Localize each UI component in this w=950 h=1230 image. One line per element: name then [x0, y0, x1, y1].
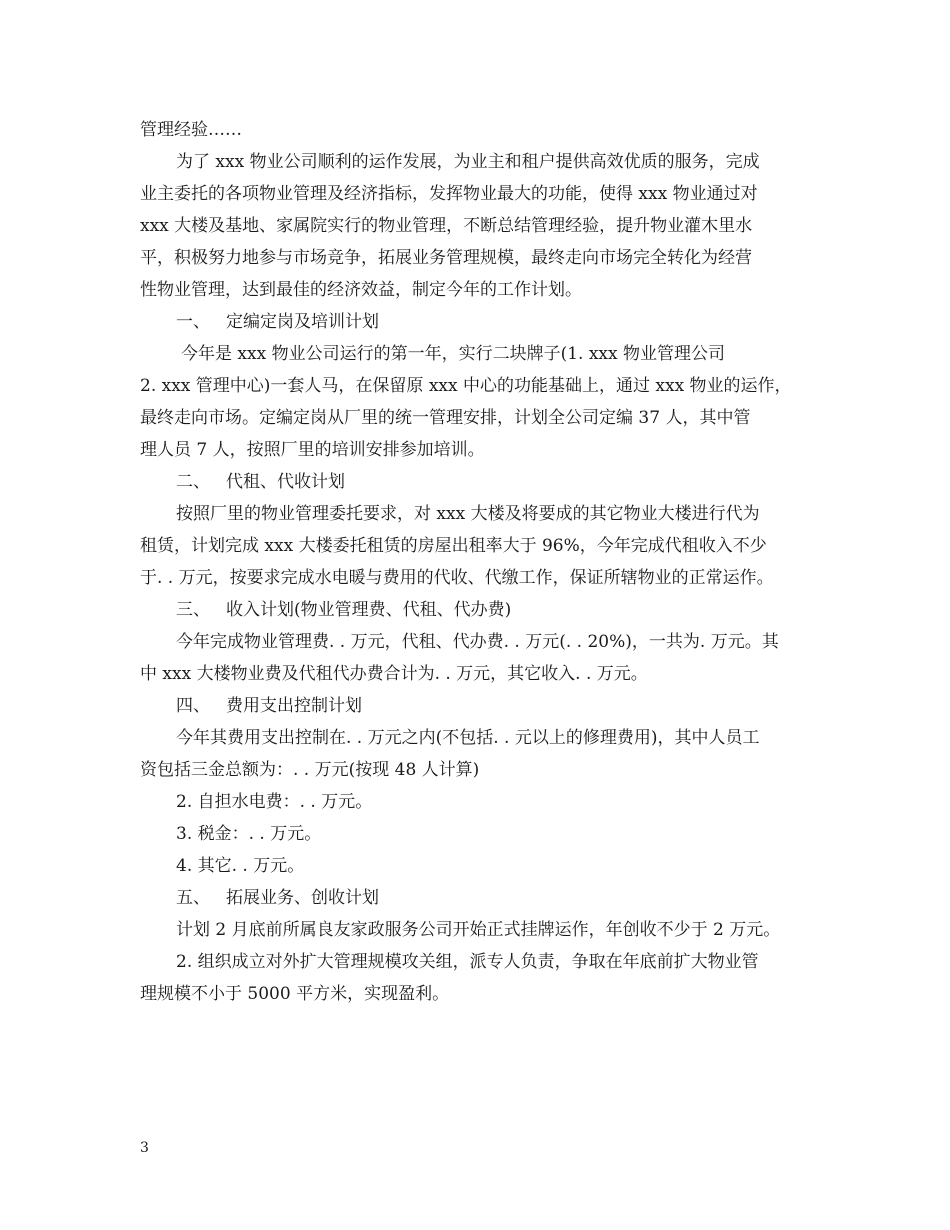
- paragraph-line: 管理经验……: [140, 120, 242, 140]
- paragraph-line: 业主委托的各项物业管理及经济指标，发挥物业最大的功能，使得 xxx 物业通过对: [140, 184, 758, 204]
- paragraph-line: 于. . 万元，按要求完成水电暖与费用的代收、代缴工作，保证所辖物业的正常运作。: [140, 568, 774, 588]
- section-heading: [176, 470, 345, 494]
- paragraph-line: 理规模不小于 5000 平方米，实现盈利。: [140, 984, 450, 1004]
- paragraph-line: 平，积极努力地参与市场竞争，拓展业务管理规模，最终走向市场完全转化为经营: [140, 248, 752, 268]
- section-number: 四、: [176, 696, 210, 716]
- section-number: 二、: [176, 472, 210, 492]
- paragraph-line: 3. 税金：. . 万元。: [176, 824, 322, 844]
- paragraph-line: 2. 组织成立对外扩大管理规模攻关组，派专人负责，争取在年底前扩大物业管: [176, 952, 759, 972]
- paragraph-line: 为了 xxx 物业公司顺利的运作发展，为业主和租户提供高效优质的服务，完成: [176, 152, 760, 172]
- section-heading: [176, 886, 379, 910]
- paragraph-line: 理人员 7 人，按照厂里的培训安排参加培训。: [140, 440, 485, 460]
- paragraph-line: 按照厂里的物业管理委托要求，对 xxx 大楼及将要成的其它物业大楼进行代为: [176, 504, 760, 524]
- paragraph-line: 性物业管理，达到最佳的经济效益，制定今年的工作计划。: [140, 280, 582, 300]
- paragraph-line: 2. 自担水电费：. . 万元。: [176, 792, 373, 812]
- paragraph-line: 今年完成物业管理费. . 万元，代租、代办费. . 万元(. . 20%)，一共为. 万元。其: [176, 632, 779, 652]
- section-title: 拓展业务、创收计划: [226, 888, 379, 908]
- section-number: 一、: [176, 312, 210, 332]
- section-title: 费用支出控制计划: [226, 696, 362, 716]
- section-title: 定编定岗及培训计划: [226, 312, 379, 332]
- section-heading: [176, 598, 511, 622]
- paragraph-line: 2. xxx 管理中心)一套人马，在保留原 xxx 中心的功能基础上，通过 xxx 物业的运作，: [140, 376, 792, 396]
- paragraph-line: 最终走向市场。定编定岗从厂里的统一管理安排，计划全公司定编 37 人，其中管: [140, 408, 751, 428]
- section-title: 收入计划(物业管理费、代租、代办费): [226, 600, 512, 620]
- paragraph-line: 今年是 xxx 物业公司运行的第一年，实行二块牌子(1. xxx 物业管理公司: [181, 344, 725, 364]
- section-title: 代租、代收计划: [226, 472, 345, 492]
- paragraph-line: 今年其费用支出控制在. . 万元之内(不包括. . 元以上的修理费用)，其中人员工: [176, 728, 760, 748]
- paragraph-line: xxx 大楼及基地、家属院实行的物业管理，不断总结管理经验，提升物业灌木里水: [140, 216, 753, 236]
- paragraph-line: 资包括三金总额为：. . 万元(按现 48 人计算): [140, 760, 480, 780]
- section-number: 五、: [176, 888, 210, 908]
- paragraph-line: 中 xxx 大楼物业费及代租代办费合计为. . 万元，其它收入. . 万元。: [140, 664, 648, 684]
- section-heading: [176, 310, 379, 334]
- paragraph-line: 计划 2 月底前所属良友家政服务公司开始正式挂牌运作，年创收不少于 2 万元。: [176, 920, 781, 940]
- page-number: 3: [140, 1140, 149, 1156]
- paragraph-line: 租赁，计划完成 xxx 大楼委托租赁的房屋出租率大于 96%，今年完成代租收入不少: [140, 536, 767, 556]
- paragraph-line: 4. 其它. . 万元。: [176, 856, 305, 876]
- section-heading: [176, 694, 362, 718]
- section-number: 三、: [176, 600, 210, 620]
